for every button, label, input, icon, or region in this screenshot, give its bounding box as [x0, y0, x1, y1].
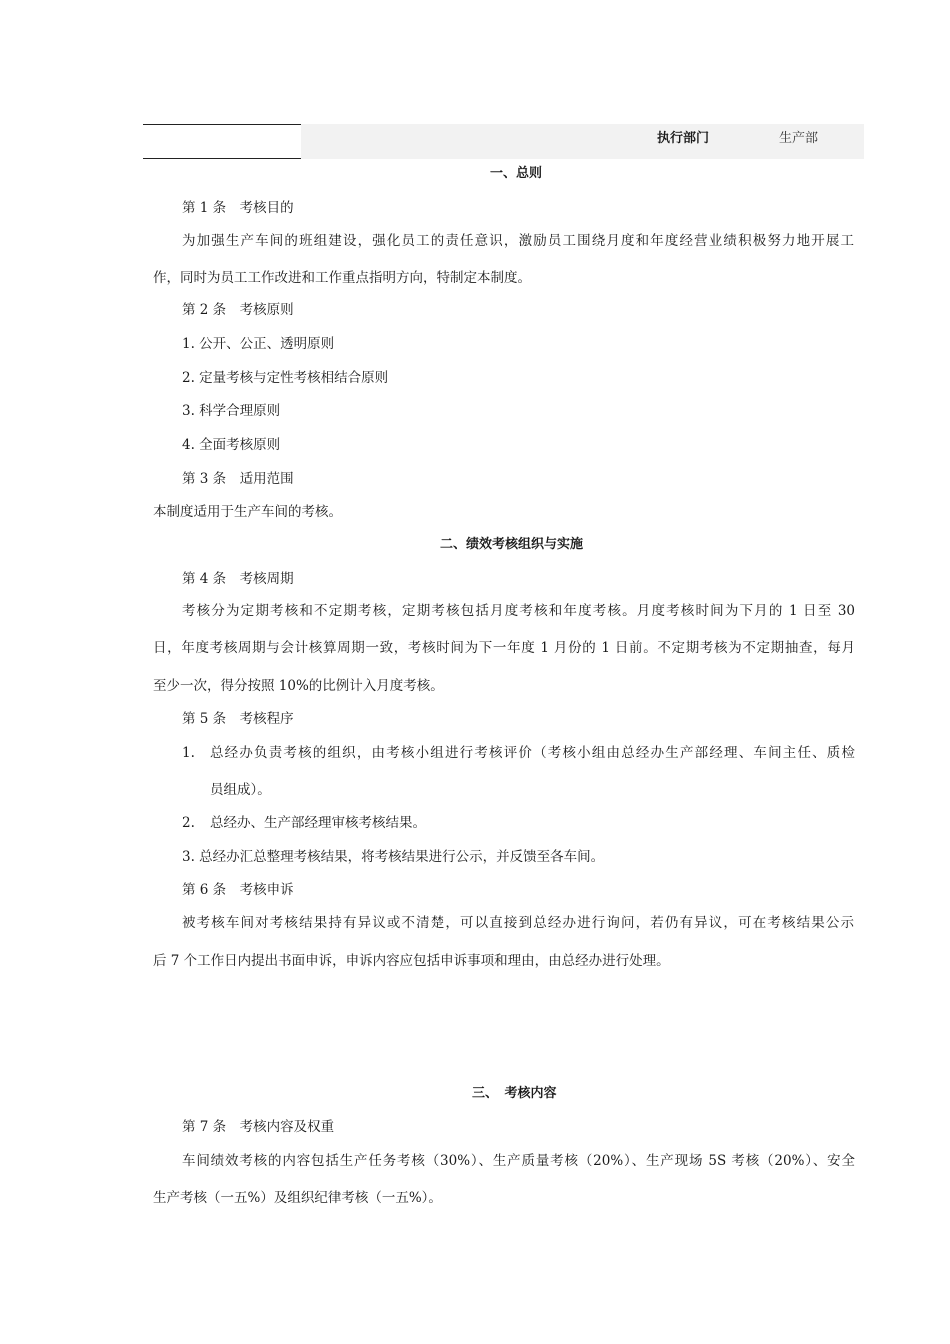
article-3-paragraph: 本制度适用于生产车间的考核。	[153, 504, 342, 520]
article-4-title: 第 4 条 考核周期	[182, 571, 294, 587]
article-2-title: 第 2 条 考核原则	[182, 302, 294, 318]
section-title-general: 一、总则	[490, 166, 543, 181]
principle-item: 1. 公开、公正、透明原则	[182, 336, 335, 352]
section-title-organization: 二、绩效考核组织与实施	[440, 537, 584, 552]
department-value: 生产部	[779, 131, 819, 146]
procedure-item-number: 1.	[182, 745, 195, 761]
principle-item: 2. 定量考核与定性考核相结合原则	[182, 370, 389, 386]
header-bottom-rule	[143, 158, 301, 159]
procedure-item-2: 总经办、生产部经理审核考核结果。	[210, 815, 426, 831]
procedure-item-1-line-2: 员组成）。	[210, 782, 271, 798]
article-5-title: 第 5 条 考核程序	[182, 711, 294, 727]
article-4-paragraph-line-3: 至少一次，得分按照 10%的比例计入月度考核。	[153, 678, 444, 694]
article-4-paragraph-line-2: 日，年度考核周期与会计核算周期一致，考核时间为下一年度 1 月份的 1 日前。不定期考核为不定期抽查，每月	[153, 640, 855, 656]
article-7-title: 第 7 条 考核内容及权重	[182, 1119, 335, 1135]
article-4-paragraph-line-1: 考核分为定期考核和不定期考核，定期考核包括月度考核和年度考核。月度考核时间为下月的 1 日至 30	[182, 603, 855, 619]
article-6-paragraph-line-2: 后 7 个工作日内提出书面申诉，申诉内容应包括申诉事项和理由，由总经办进行处理。	[153, 953, 670, 969]
section-title-content: 三、 考核内容	[472, 1086, 557, 1101]
article-7-paragraph-line-2: 生产考核（一五%）及组织纪律考核（一五%）。	[153, 1190, 442, 1206]
department-label: 执行部门	[657, 131, 710, 146]
article-6-paragraph-line-1: 被考核车间对考核结果持有异议或不清楚，可以直接到总经办进行询问，若仍有异议，可在考核结果公示	[182, 915, 854, 931]
article-1-paragraph-line-1: 为加强生产车间的班组建设，强化员工的责任意识，激励员工围绕月度和年度经营业绩积极努力地开展工	[182, 233, 854, 249]
principle-item: 3. 科学合理原则	[182, 403, 281, 419]
article-3-title: 第 3 条 适用范围	[182, 471, 294, 487]
article-1-paragraph-line-2: 作，同时为员工工作改进和工作重点指明方向，特制定本制度。	[153, 270, 531, 286]
article-1-title: 第 1 条 考核目的	[182, 200, 294, 216]
article-7-paragraph-line-1: 车间绩效考核的内容包括生产任务考核（30%）、生产质量考核（20%）、生产现场 5S 考核（20%）、安全	[182, 1153, 855, 1169]
principle-item: 4. 全面考核原则	[182, 437, 281, 453]
procedure-item-1-line-1: 总经办负责考核的组织，由考核小组进行考核评价（考核小组由总经办生产部经理、车间主任、质检	[210, 745, 855, 761]
procedure-item-number: 2.	[182, 815, 195, 831]
header-top-rule	[143, 124, 301, 125]
procedure-item-3: 3. 总经办汇总整理考核结果，将考核结果进行公示，并反馈至各车间。	[182, 849, 605, 865]
article-6-title: 第 6 条 考核申诉	[182, 882, 294, 898]
